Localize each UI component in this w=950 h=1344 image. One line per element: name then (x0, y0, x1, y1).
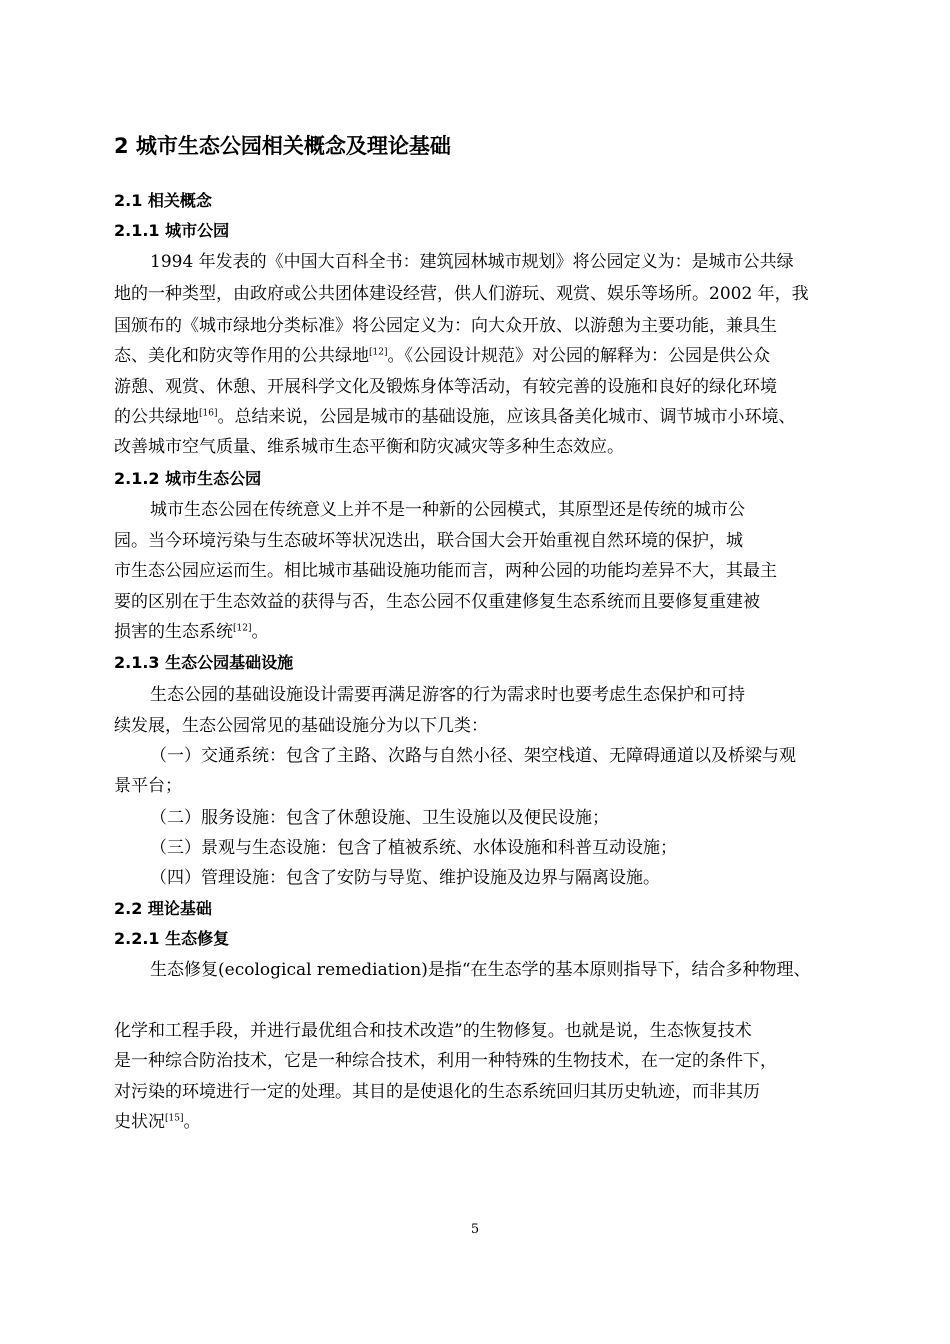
citation-ref: [12] (369, 347, 388, 358)
chapter-title: 2 城市生态公园相关概念及理论基础 (114, 134, 451, 158)
paragraph-line: 续发展，生态公园常见的基础设施分为以下几类： (114, 716, 488, 736)
citation-ref: [16] (199, 408, 218, 419)
paragraph-line: 国颁布的《城市绿地分类标准》将公园定义为：向大众开放、以游憩为主要功能，兼具生 (114, 316, 777, 336)
list-item-continuation: 景平台； (114, 776, 182, 796)
paragraph-line: 改善城市空气质量、维系城市生态平衡和防灾减灾等多种生态效应。 (114, 437, 624, 457)
section-heading-2-1-1: 2.1.1 城市公园 (114, 221, 230, 240)
paragraph-line: 损害的生态系统[12]。 (114, 622, 269, 642)
paragraph-line: 化学和工程手段，并进行最优组合和技术改造”的生物修复。也就是说，生态恢复技术 (114, 1021, 752, 1041)
paragraph-line: 游憩、观赏、休憩、开展科学文化及锻炼身体等活动，有较完善的设施和良好的绿化环境 (114, 377, 777, 397)
paragraph-line: 生态公园的基础设施设计需要再满足游客的行为需求时也要考虑生态保护和可持 (150, 685, 745, 705)
paragraph-line: 地的一种类型，由政府或公共团体建设经营，供人们游玩、观赏、娱乐等场所。2002 年，我 (114, 284, 809, 304)
paragraph-line: 城市生态公园在传统意义上并不是一种新的公园模式，其原型还是传统的城市公 (150, 500, 745, 520)
page-number: 5 (470, 1222, 480, 1237)
paragraph-line: 的公共绿地[16]。总结来说，公园是城市的基础设施，应该具备美化城市、调节城市小环境、 (114, 407, 796, 427)
section-heading-2-2: 2.2 理论基础 (114, 899, 212, 918)
paragraph-line: 是一种综合防治技术，它是一种综合技术，利用一种特殊的生物技术，在一定的条件下， (114, 1051, 777, 1071)
section-heading-2-2-1: 2.2.1 生态修复 (114, 929, 230, 948)
paragraph-line: 要的区别在于生态效益的获得与否，生态公园不仅重建修复生态系统而且要修复重建被 (114, 592, 760, 612)
list-item: （四）管理设施：包含了安防与导览、维护设施及边界与隔离设施。 (150, 868, 660, 888)
paragraph-line: 史状况[15]。 (114, 1112, 201, 1132)
paragraph-line: 生态修复(ecological remediation)是指“在生态学的基本原则指导下，结合多种物理、 (150, 960, 811, 980)
list-item: （三）景观与生态设施：包含了植被系统、水体设施和科普互动设施； (150, 838, 677, 858)
citation-ref: [15] (165, 1113, 184, 1124)
paragraph-line: 态、美化和防灾等作用的公共绿地[12]。《公园设计规范》对公园的解释为：公园是供公众 (114, 346, 770, 366)
paragraph-line: 园。当今环境污染与生态破坏等状况迭出，联合国大会开始重视自然环境的保护，城 (114, 531, 743, 551)
paragraph-line: 对污染的环境进行一定的处理。其目的是使退化的生态系统回归其历史轨迹，而非其历 (114, 1082, 760, 1102)
paragraph-line: 1994 年发表的《中国大百科全书：建筑园林城市规划》将公园定义为：是城市公共绿 (150, 252, 794, 272)
section-heading-2-1-2: 2.1.2 城市生态公园 (114, 469, 262, 488)
section-heading-2-1-3: 2.1.3 生态公园基础设施 (114, 653, 294, 672)
paragraph-line: 市生态公园应运而生。相比城市基础设施功能而言，两种公园的功能均差异不大，其最主 (114, 561, 777, 581)
citation-ref: [12] (233, 623, 252, 634)
list-item: （一）交通系统：包含了主路、次路与自然小径、架空栈道、无障碍通道以及桥梁与观 (150, 746, 796, 766)
section-heading-2-1: 2.1 相关概念 (114, 191, 212, 210)
list-item: （二）服务设施：包含了休憩设施、卫生设施以及便民设施； (150, 808, 609, 828)
